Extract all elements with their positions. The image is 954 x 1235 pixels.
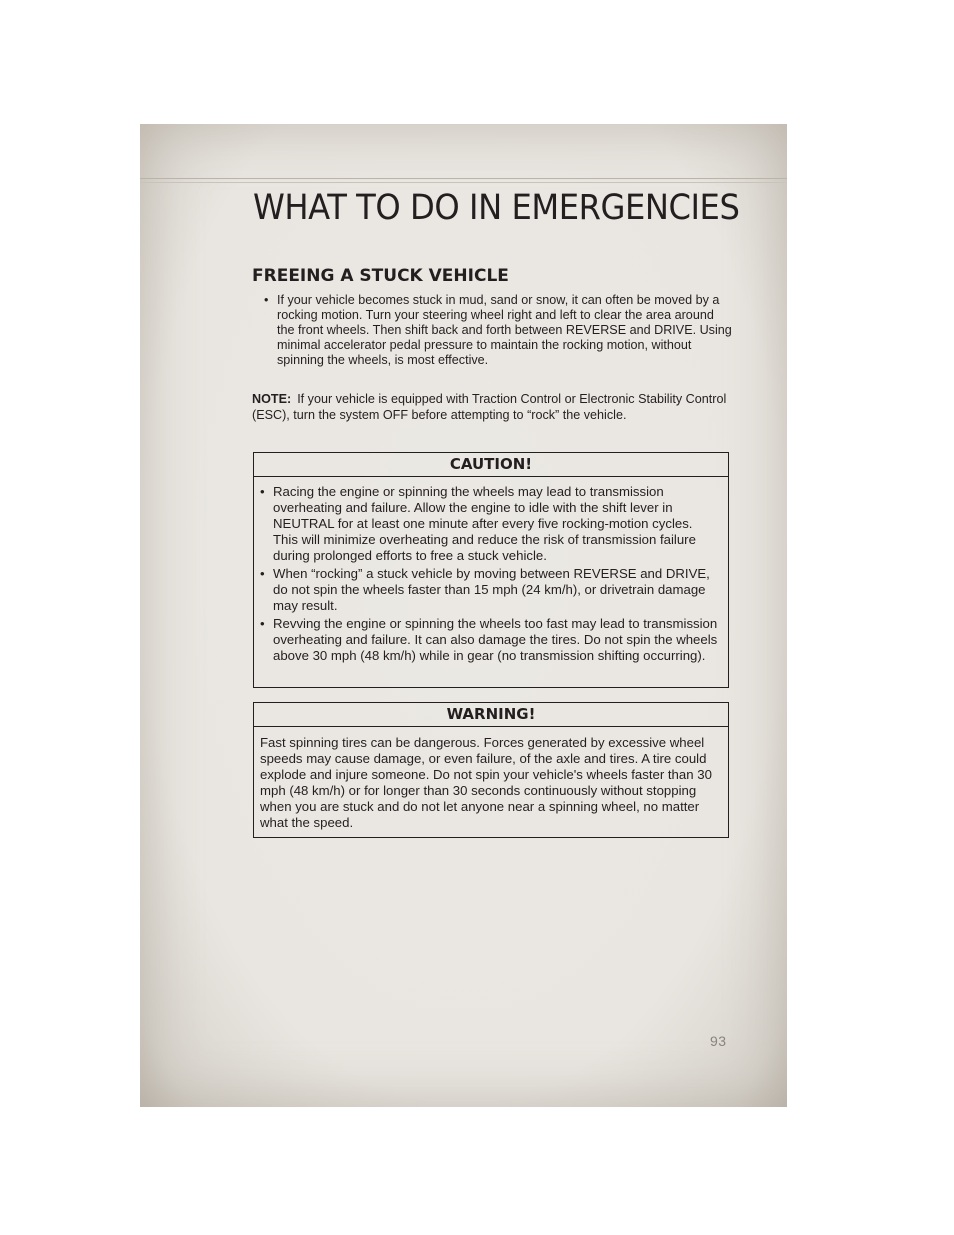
warning-box	[253, 702, 729, 838]
list-item	[260, 484, 720, 564]
manual-page	[140, 124, 787, 1107]
chapter-title: WHAT TO DO IN EMERGENCIES	[253, 188, 740, 228]
caution-list	[254, 477, 728, 664]
intro-bullet-list	[252, 293, 732, 368]
list-item-text: If your vehicle becomes stuck in mud, sand or snow, it can often be moved by a rocking motion. Turn your steering wheel right and left to clear the area around the front wheels. Then shift back and forth between REVERSE and DRIVE. Using minimal accelerator pedal pressure to maintain the rocking motion, without spinning the wheels, is most effective.	[277, 293, 732, 367]
section-title: FREEING A STUCK VEHICLE	[252, 266, 509, 286]
page-number: 93	[710, 1033, 727, 1049]
caution-item-text: Revving the engine or spinning the wheels too fast may lead to transmission overheating and failure. It can also damage the tires. Do not spin the wheels above 30 mph (48 km/h) while in gear (no transmission shifting occurring).	[273, 616, 718, 663]
warning-title: WARNING!	[254, 703, 728, 727]
caution-item-text: When “rocking” a stuck vehicle by moving between REVERSE and DRIVE, do not spin the wheels faster than 15 mph (24 km/h), or drivetrain damage may result.	[273, 566, 710, 613]
list-item	[260, 616, 720, 664]
header-rule-bottom	[140, 182, 787, 183]
list-item	[252, 293, 732, 368]
note-text: If your vehicle is equipped with Traction Control or Electronic Stability Control (ESC), turn the system OFF before attempting to “rock” the vehicle.	[252, 392, 727, 422]
header-rule-top	[140, 178, 787, 179]
caution-title: CAUTION!	[254, 453, 728, 477]
warning-text: Fast spinning tires can be dangerous. Forces generated by excessive wheel speeds may cause damage, or even failure, of the axle and tires. A tire could explode and injure someone. Do not spin your vehicle's wheels faster than 30 mph (48 km/h) or for longer than 30 seconds continuously without stopping when you are stuck and do not let anyone near a spinning wheel, no matter what the speed.	[260, 735, 712, 830]
bullet-glyph: •	[260, 566, 265, 581]
caution-item-text: Racing the engine or spinning the wheels may lead to transmission overheating and failure. Allow the engine to idle with the shift lever in NEUTRAL for at least one minute after every five rocking-motion cycles. This will minimize overheating and reduce the risk of transmission failure during prolonged efforts to free a stuck vehicle.	[273, 484, 696, 563]
bullet-glyph: •	[260, 616, 265, 631]
caution-box	[253, 452, 729, 688]
note-paragraph	[252, 392, 730, 423]
bullet-glyph: •	[264, 293, 269, 307]
bullet-glyph: •	[260, 484, 265, 499]
list-item	[260, 566, 720, 614]
note-label: NOTE:	[252, 392, 292, 406]
